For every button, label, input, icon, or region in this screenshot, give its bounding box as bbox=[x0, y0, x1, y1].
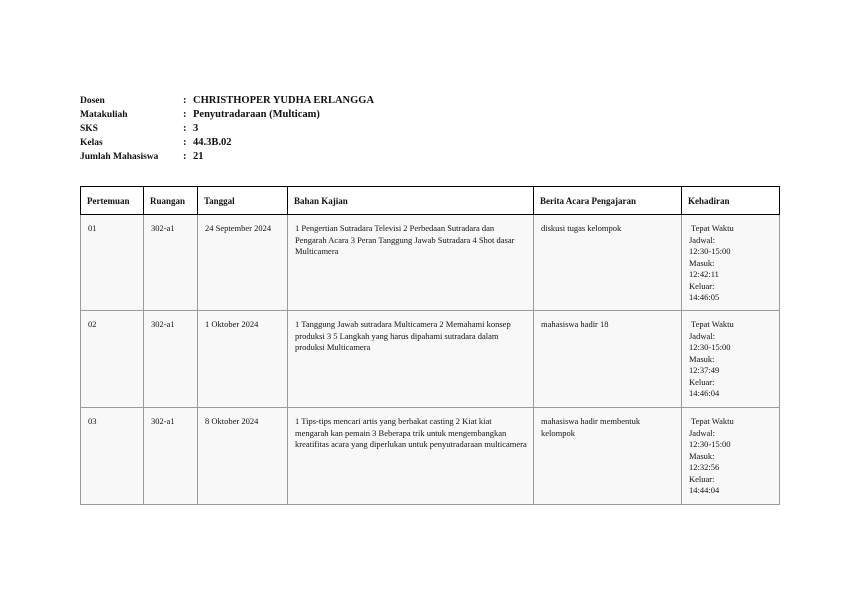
header-kehadiran: Kehadiran bbox=[682, 187, 780, 215]
info-label: Dosen bbox=[80, 96, 105, 106]
keluar-value: 14:46:04 bbox=[689, 388, 720, 398]
info-row-dosen bbox=[80, 94, 374, 108]
info-row-jumlah-mahasiswa bbox=[80, 150, 374, 164]
sks-value: 3 bbox=[193, 123, 199, 134]
info-separator: : bbox=[183, 109, 187, 120]
masuk-label: Masuk: bbox=[689, 450, 715, 461]
cell-pertemuan: 02 bbox=[81, 311, 144, 408]
info-row-kelas bbox=[80, 136, 374, 150]
masuk-label: Masuk: bbox=[689, 257, 715, 268]
jadwal-label: Jadwal: bbox=[689, 330, 715, 341]
cell-berita-acara: mahasiswa hadir membentuk kelompok bbox=[534, 408, 682, 505]
masuk-value: 12:32:56 bbox=[689, 462, 720, 472]
header-ruangan: Ruangan bbox=[144, 187, 198, 215]
cell-bahan-kajian: 1 Tanggung Jawab sutradara Multicamera 2 Memahami konsep produksi 3 5 Langkah yang harus dipahami sutradara dalam produksi Multicamera bbox=[288, 311, 534, 408]
cell-kehadiran bbox=[682, 311, 780, 408]
info-label: Jumlah Mahasiswa bbox=[80, 152, 159, 162]
cell-ruangan: 302-a1 bbox=[144, 215, 198, 311]
cell-tanggal: 8 Oktober 2024 bbox=[198, 408, 288, 505]
table-row bbox=[81, 408, 780, 505]
cell-kehadiran bbox=[682, 215, 780, 311]
cell-ruangan: 302-a1 bbox=[144, 311, 198, 408]
jadwal-label: Jadwal: bbox=[689, 427, 715, 438]
header-berita-acara: Berita Acara Pengajaran bbox=[534, 187, 682, 215]
info-separator: : bbox=[183, 95, 187, 106]
kehadiran-status: Tepat Waktu bbox=[691, 223, 734, 233]
kehadiran-status: Tepat Waktu bbox=[691, 319, 734, 329]
keluar-label: Keluar: bbox=[689, 473, 715, 484]
keluar-label: Keluar: bbox=[689, 376, 715, 387]
jadwal-value: 12:30-15:00 bbox=[689, 342, 731, 352]
masuk-label: Masuk: bbox=[689, 353, 715, 364]
info-separator: : bbox=[183, 137, 187, 148]
jumlah-mahasiswa-value: 21 bbox=[193, 151, 204, 162]
cell-pertemuan: 01 bbox=[81, 215, 144, 311]
header-tanggal: Tanggal bbox=[198, 187, 288, 215]
info-separator: : bbox=[183, 123, 187, 134]
kelas-value: 44.3B.02 bbox=[193, 137, 232, 148]
info-row-matakuliah bbox=[80, 108, 374, 122]
cell-bahan-kajian: 1 Pengertian Sutradara Televisi 2 Perbedaan Sutradara dan Pengarah Acara 3 Peran Tanggung Jawab Sutradara 4 Shot dasar Multicamera bbox=[288, 215, 534, 311]
cell-berita-acara: mahasiswa hadir 18 bbox=[534, 311, 682, 408]
keluar-value: 14:46:05 bbox=[689, 292, 720, 302]
cell-tanggal: 24 September 2024 bbox=[198, 215, 288, 311]
cell-kehadiran bbox=[682, 408, 780, 505]
cell-tanggal: 1 Oktober 2024 bbox=[198, 311, 288, 408]
cell-pertemuan: 03 bbox=[81, 408, 144, 505]
keluar-label: Keluar: bbox=[689, 280, 715, 291]
info-separator: : bbox=[183, 151, 187, 162]
keluar-value: 14:44:04 bbox=[689, 485, 720, 495]
table-row bbox=[81, 311, 780, 408]
info-label: Matakuliah bbox=[80, 110, 128, 120]
table-header-row bbox=[81, 187, 780, 215]
dosen-value: CHRISTHOPER YUDHA ERLANGGA bbox=[193, 95, 375, 106]
cell-berita-acara: diskusi tugas kelompok bbox=[534, 215, 682, 311]
cell-bahan-kajian: 1 Tips-tips mencari artis yang berbakat casting 2 Kiat kiat mengarah kan pemain 3 Beberapa trik untuk mengembangkan kreatifitas acara yang diperlukan untuk penyutradaraan multicamera bbox=[288, 408, 534, 505]
masuk-value: 12:42:11 bbox=[689, 269, 719, 279]
masuk-value: 12:37:49 bbox=[689, 365, 720, 375]
table-row bbox=[81, 215, 780, 311]
course-info-table bbox=[80, 94, 374, 164]
info-row-sks bbox=[80, 122, 374, 136]
info-label: Kelas bbox=[80, 138, 103, 148]
schedule-table bbox=[80, 186, 780, 505]
jadwal-label: Jadwal: bbox=[689, 234, 715, 245]
header-pertemuan: Pertemuan bbox=[81, 187, 144, 215]
jadwal-value: 12:30-15:00 bbox=[689, 246, 731, 256]
cell-ruangan: 302-a1 bbox=[144, 408, 198, 505]
jadwal-value: 12:30-15:00 bbox=[689, 439, 731, 449]
matakuliah-value: Penyutradaraan (Multicam) bbox=[193, 109, 320, 120]
info-label: SKS bbox=[80, 124, 98, 134]
kehadiran-status: Tepat Waktu bbox=[691, 416, 734, 426]
header-bahan-kajian: Bahan Kajian bbox=[288, 187, 534, 215]
